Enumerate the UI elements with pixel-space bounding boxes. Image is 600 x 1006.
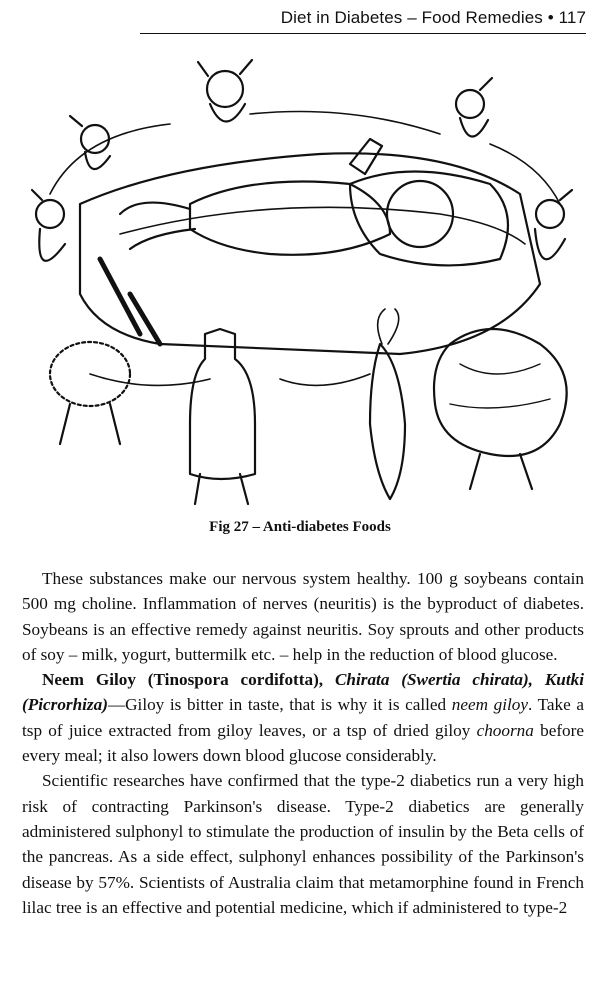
elf-left bbox=[32, 190, 65, 261]
carrot-elf bbox=[370, 344, 405, 499]
baby-bottle bbox=[350, 139, 382, 174]
body-text bbox=[22, 566, 584, 920]
elf-ring-hands bbox=[50, 112, 560, 386]
elf-right bbox=[535, 190, 572, 259]
page-number: 117 bbox=[558, 8, 586, 27]
paragraph-title-chirata-kutki: Chirata (Swertia chirata), Kutki (Picrorhiza) bbox=[22, 670, 584, 715]
term-neem-giloy: neem giloy bbox=[451, 695, 529, 715]
mattress-edge bbox=[120, 207, 525, 244]
paragraph-title-neem-giloy: Neem Giloy (Tinospora cordifotta), bbox=[42, 670, 324, 690]
term-choorna: choorna bbox=[476, 720, 534, 740]
giloy-text-1: —Giloy is bitter in taste, that is why it is called bbox=[107, 695, 452, 715]
giloy-text-2: . Take a tsp of juice extracted from giloy leaves, or a tsp of dried giloy bbox=[22, 695, 584, 740]
figure-caption: Fig 27 – Anti-diabetes Foods bbox=[209, 519, 391, 535]
paragraph-parkinsons: Scientific researches have confirmed that the type-2 diabetics run a very high risk of contracting Parkinson's disease. Type-2 diabetics are generally administered sulphonyl to stimulate the production of insulin by the Beta cells of the pancreas. As a side effect, sulphonyl enhances possibility of the Parkinson's disease by 57%. Scientists of Australia claim that metamorphine found in French lilac tree is an effective and potential medicine, which if administered to type-2 bbox=[22, 771, 584, 917]
anti-diabetes-foods-illustration bbox=[20, 44, 590, 514]
running-header bbox=[140, 4, 586, 32]
running-title: Diet in Diabetes – Food Remedies • bbox=[280, 8, 554, 27]
milk-bottle-elf bbox=[190, 329, 255, 479]
pillow bbox=[350, 172, 508, 266]
header-rule bbox=[140, 33, 586, 34]
elf-top-center bbox=[198, 60, 252, 122]
leafy-greens-elf bbox=[434, 329, 567, 456]
bed-shadow bbox=[100, 259, 160, 344]
baby-body bbox=[190, 182, 390, 255]
paragraph-soybeans: These substances make our nervous system healthy. 100 g soybeans contain 500 mg choline. Inflammation of nerves (neuritis) is the byproduct of diabetes. Soybeans is an effective remedy against neuritis. Soy sprouts and other products of soy – milk, yogurt, buttermilk etc. – help in the reduction of blood glucose. bbox=[22, 569, 584, 664]
giloy-text-3: before every meal; it also lowers down blood glucose considerably. bbox=[22, 720, 584, 766]
paragraph-neem-giloy bbox=[22, 667, 584, 768]
elf-top-right bbox=[456, 78, 492, 137]
